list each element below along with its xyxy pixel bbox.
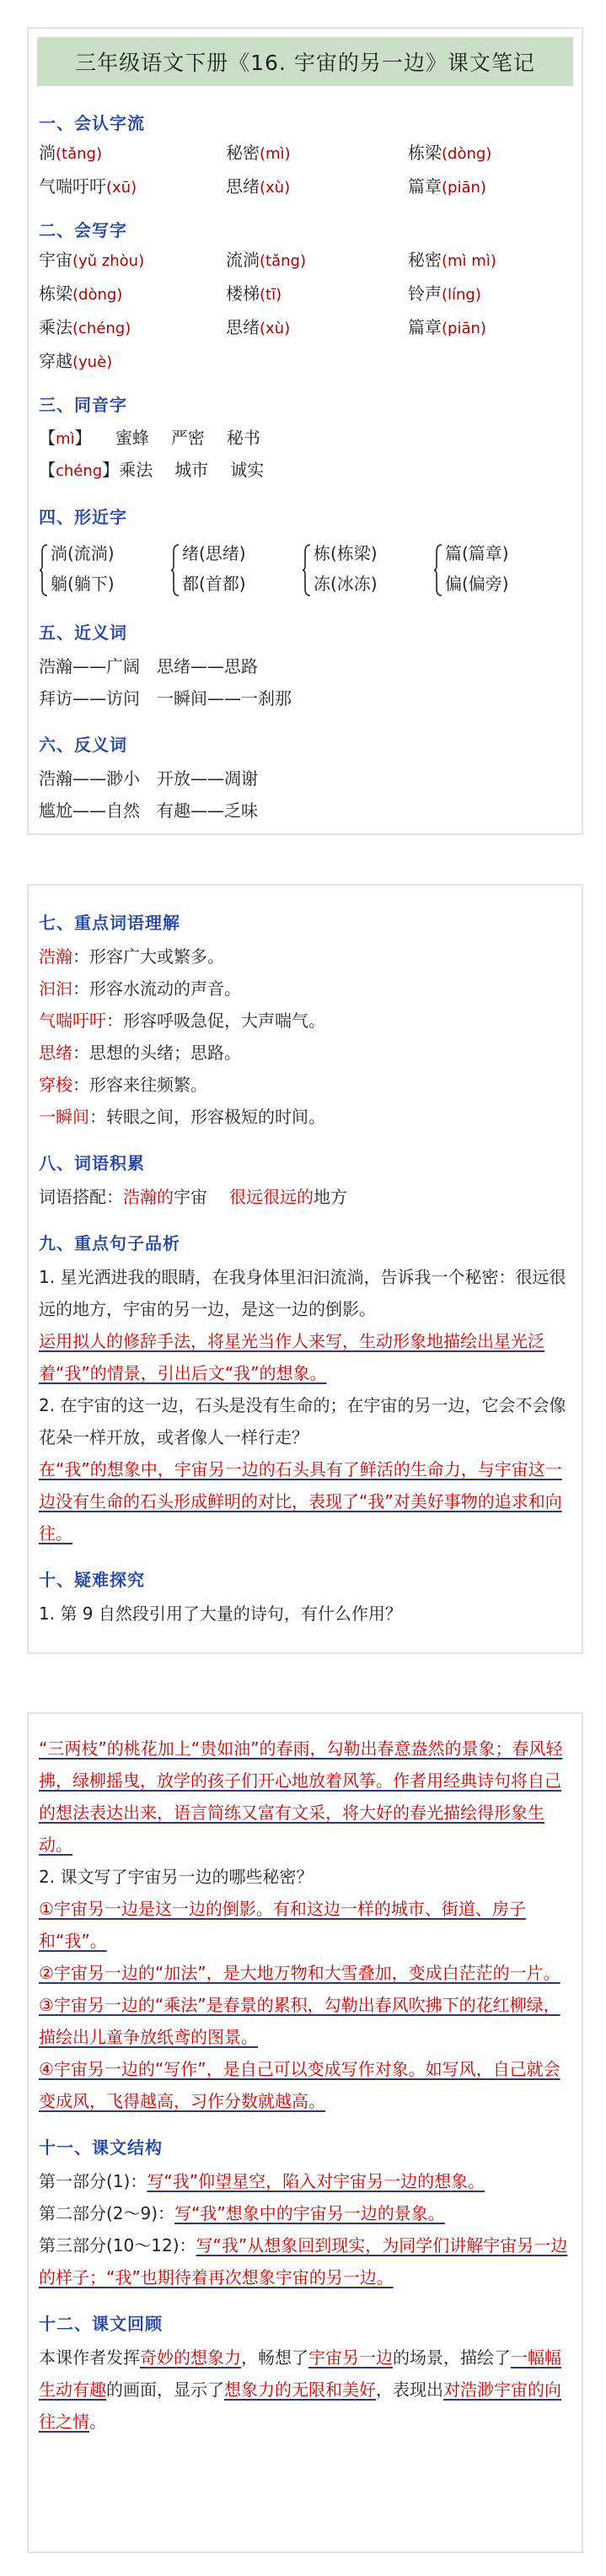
antonym-line: 尴尬——自然 有趣——乏味 bbox=[39, 800, 258, 821]
sentence-question: 1. 星光洒进我的眼睛，在我身体里汩汩流淌，告诉我一个秘密：很远很远的地方，宇宙的另一边，是这一边的倒影。 bbox=[39, 1267, 566, 1319]
section-heading-5: 五、近义词 bbox=[39, 622, 127, 643]
section-heading-8: 八、词语积累 bbox=[39, 1153, 145, 1173]
difficult-question: 2. 课文写了宇宙另一边的哪些秘密？ bbox=[39, 1867, 314, 1887]
term-item: 思绪：思想的头绪；思路。 bbox=[39, 1043, 241, 1063]
difficult-question: 1. 第 9 自然段引用了大量的诗句，有什么作用？ bbox=[39, 1603, 402, 1624]
notes-card-2 bbox=[27, 884, 583, 1654]
term-item: 浩瀚：形容广大或繁多。 bbox=[39, 946, 224, 967]
sentence-question: 2. 在宇宙的这一边，石头是没有生命的；在宇宙的另一边，它会不会像花朵一样开放，或者像人一样行走？ bbox=[39, 1395, 566, 1447]
brace-icon bbox=[302, 543, 312, 597]
word-item: 楼梯(tī) bbox=[226, 283, 282, 304]
section-heading-12: 十二、课文回顾 bbox=[39, 2314, 163, 2334]
word-item: 思绪(xù) bbox=[226, 176, 291, 197]
word-item: 栋梁(dòng) bbox=[39, 283, 123, 304]
secret-point: ③宇宙另一边的“乘法”是春景的累积，勾勒出春风吹拂下的花红柳绿，描绘出儿童争放纸鸢的图景。 bbox=[39, 1995, 560, 2047]
brace-icon bbox=[433, 543, 443, 597]
word-item: 篇章(piān) bbox=[408, 317, 486, 337]
section-heading-10: 十、疑难探究 bbox=[39, 1570, 145, 1590]
term-item: 穿梭：形容来往频繁。 bbox=[39, 1075, 207, 1095]
recognize-words-grid bbox=[39, 141, 568, 200]
notes-card-3 bbox=[27, 1712, 583, 2553]
char-group: 栋(栋梁) 冻(冰冻) bbox=[302, 538, 433, 602]
word-item: 秘密(mì) bbox=[226, 143, 291, 163]
structure-part: 第二部分(2～9)：写“我”想象中的宇宙另一边的景象。 bbox=[39, 2203, 445, 2223]
word-item: 铃声(líng) bbox=[408, 283, 481, 304]
secret-point: ④宇宙另一边的“写作”，是自己可以变成写作对象。如写风，自己就会变成风，飞得越高，习作分数就越高。 bbox=[39, 2059, 560, 2111]
structure-part: 第一部分(1)：写“我”仰望星空，陷入对宇宙另一边的想象。 bbox=[39, 2171, 485, 2191]
term-item: 一瞬间：转眼之间，形容极短的时间。 bbox=[39, 1107, 325, 1127]
brace-icon bbox=[170, 543, 180, 597]
section-heading-6: 六、反义词 bbox=[39, 735, 127, 755]
section-heading-1: 一、会认字流 bbox=[39, 113, 145, 133]
word-item: 思绪(xù) bbox=[226, 317, 291, 337]
pinyin-tag: 【mì】 bbox=[39, 428, 92, 448]
write-words-grid bbox=[39, 248, 568, 375]
homophone-row-2: 【chéng】乘法 城市 诚实 bbox=[39, 460, 265, 480]
page-title: 三年级语文下册《16. 宇宙的另一边》课文笔记 bbox=[37, 37, 573, 86]
word-item: 流淌(tǎng) bbox=[226, 250, 306, 270]
sentence-analysis: 在“我”的想象中，宇宙另一边的石头具有了鲜活的生命力，与宇宙这一边没有生命的石头形成鲜明的对比，表现了“我”对美好事物的追求和向往。 bbox=[39, 1459, 562, 1544]
notes-card-1 bbox=[27, 27, 583, 835]
homophone-row-1: 【mì】 蜜蜂 严密 秘书 bbox=[39, 428, 260, 448]
antonym-line: 浩瀚——渺小 开放——凋谢 bbox=[39, 768, 258, 789]
synonym-line: 浩瀚——广阔 思绪——思路 bbox=[39, 656, 258, 676]
synonym-line: 拜访——访问 一瞬间——一刹那 bbox=[39, 688, 292, 709]
word-item: 篇章(piān) bbox=[408, 176, 486, 197]
review-paragraph: 本课作者发挥奇妙的想象力，畅想了宇宙另一边的场景，描绘了一幅幅生动有趣的画面，显示了想象力的无限和美好，表现出对浩渺宇宙的向往之情。 bbox=[39, 2347, 561, 2432]
pinyin-tag: 【chéng】 bbox=[39, 460, 120, 480]
structure-part: 第三部分(10～12)：写“我”从想象回到现实，为同学们讲解宇宙另一边的样子；“我”也期待着再次想象宇宙的另一边。 bbox=[39, 2235, 568, 2288]
section-heading-2: 二、会写字 bbox=[39, 220, 127, 240]
word-item: 秘密(mì mì) bbox=[408, 250, 496, 270]
term-item: 汩汩：形容水流动的声音。 bbox=[39, 978, 241, 999]
word-item: 宇宙(yǔ zhòu) bbox=[39, 250, 145, 270]
word-item: 淌(tǎng) bbox=[39, 143, 102, 163]
sentence-analysis: 运用拟人的修辞手法，将星光当作人来写，生动形象地描绘出星光泛着“我”的情景，引出后文“我”的想象。 bbox=[39, 1331, 544, 1383]
section-heading-3: 三、同音字 bbox=[39, 395, 127, 415]
difficult-answer: “三两枝”的桃花加上“贵如油”的春雨，勾勒出春意盎然的景象；春风轻拂，绿柳摇曳，放学的孩子们开心地放着风筝。作者用经典诗句将自己的想法表达出来，语言简练又富有文采，将大好的春光描绘得形象生动。 bbox=[39, 1738, 563, 1855]
term-item: 气喘吁吁：形容呼吸急促，大声喘气。 bbox=[39, 1010, 325, 1031]
char-group: 绪(思绪) 都(首都) bbox=[170, 538, 302, 602]
word-item: 穿越(yuè) bbox=[39, 351, 113, 371]
section-heading-4: 四、形近字 bbox=[39, 507, 127, 527]
similar-chars-groups bbox=[39, 538, 568, 602]
word-item: 乘法(chéng) bbox=[39, 317, 131, 337]
section-heading-9: 九、重点句子品析 bbox=[39, 1233, 180, 1253]
word-item: 栋梁(dòng) bbox=[408, 143, 492, 163]
secret-point: ①宇宙另一边是这一边的倒影。有和这边一样的城市、街道、房子和“我”。 bbox=[39, 1899, 526, 1951]
section-heading-7: 七、重点词语理解 bbox=[39, 913, 180, 933]
collocation-line: 词语搭配：浩瀚的宇宙 很远很远的地方 bbox=[39, 1187, 347, 1207]
char-group: 淌(流淌) 躺(躺下) bbox=[39, 538, 170, 602]
section-heading-11: 十一、课文结构 bbox=[39, 2137, 163, 2158]
char-group: 篇(篇章) 偏(偏旁) bbox=[433, 538, 560, 602]
word-item: 气喘吁吁(xū) bbox=[39, 176, 137, 197]
secret-point: ②宇宙另一边的“加法”，是大地万物和大雪叠加，变成白茫茫的一片。 bbox=[39, 1963, 560, 1983]
brace-icon bbox=[39, 543, 49, 597]
